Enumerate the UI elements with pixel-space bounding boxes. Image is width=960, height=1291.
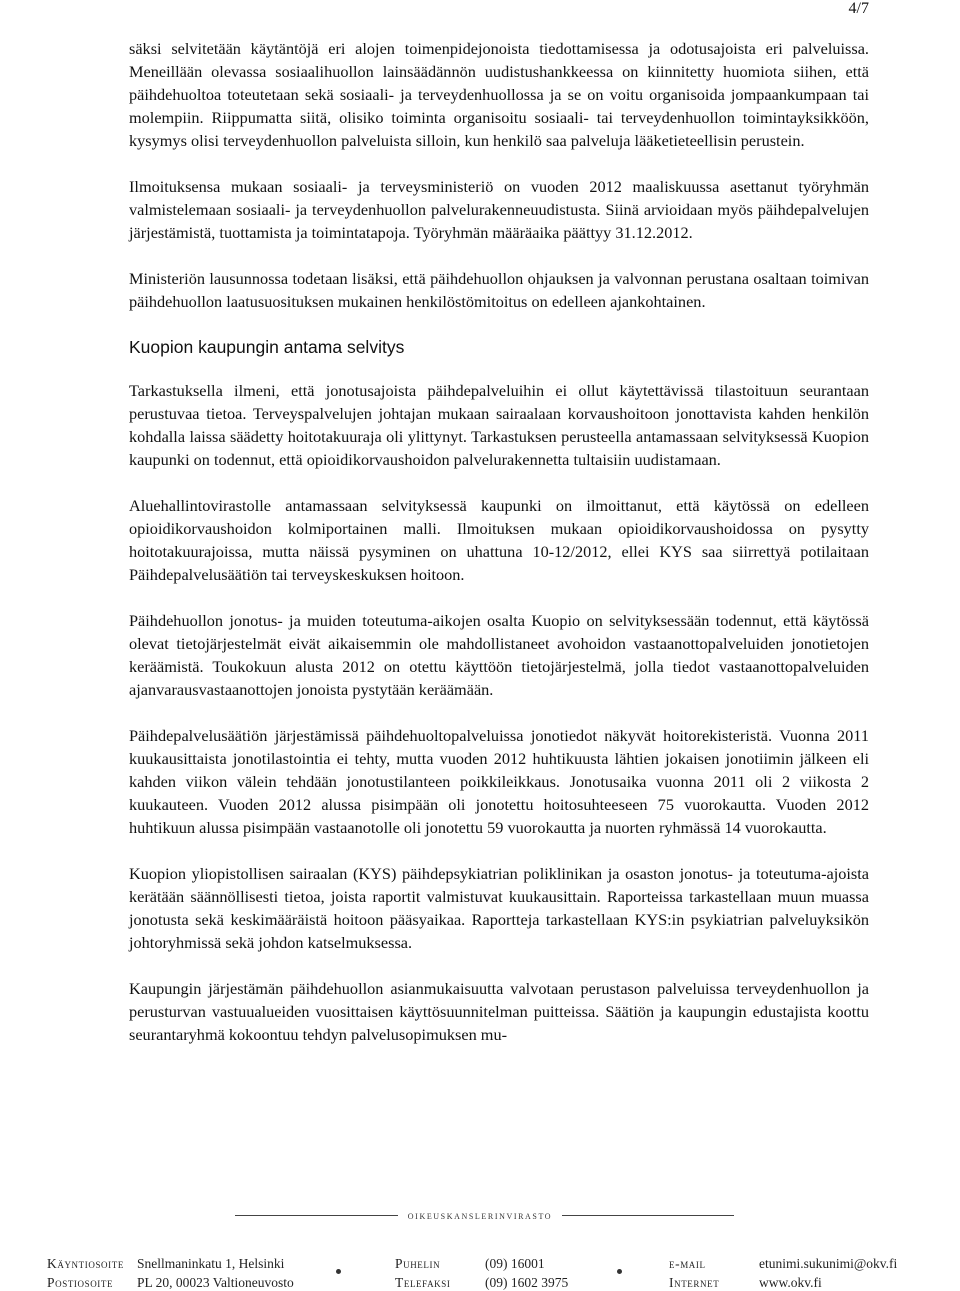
- email-link[interactable]: etunimi.sukunimi@okv.fi: [759, 1256, 898, 1271]
- paragraph: Päihdehuollon jonotus- ja muiden toteutuma-aikojen osalta Kuopio on selvityksessään todennut, että käytössä olevat tietojärjestelmät eivät aikaisemmin ole mahdollistaneet avohoidon vastaanottopalveluiden jonotietojen keräämistä. Toukokuun alusta 2012 on otettu käyttöön tietojärjestelmä, jolla tiedot vastaanottopalveluiden ajanvarausvastaanottojen jonoista pystytään keräämään.: [129, 611, 869, 699]
- footer-separator-dot: [617, 1269, 622, 1274]
- visiting-address-label: Käyntiosoite: [47, 1256, 124, 1271]
- paragraph: säksi selvitetään käytäntöjä eri alojen toimenpidejonoista tiedottamisessa ja odotusajoista eri palveluissa. Meneillään olevassa sosiaalihuollon lainsäädännön uudistushankkeessa on kiinnitetty huomiota siihen, että päihdehuoltoa toteutetaan sekä sosiaali- ja terveydenhuollossa ja se on voitu organisoida jompaankumpaan tai molempiin. Riippumatta siitä, olisiko toiminta organisoitu sosiaali- tai terveydenhuollon toimintayksikköön, kysymys olisi terveydenhuollon palveluista silloin, kun henkilö saa palveluja lääketieteellisin perustein.: [129, 39, 869, 150]
- phone-label: Puhelin: [395, 1256, 441, 1271]
- paragraph: Ministeriön lausunnossa todetaan lisäksi, että päihdehuollon ohjauksen ja valvonnan perustana osaltaan toimivan päihdehuollon laatusuosituksen mukainen henkilöstömitoitus on edelleen ajankohtainen.: [129, 269, 869, 311]
- paragraph: Ilmoituksensa mukaan sosiaali- ja terveysministeriö on vuoden 2012 maaliskuussa asettanut työryhmän valmistelemaan sosiaali- ja terveydenhuollon palvelurakenneuudistusta. Siinä arvioidaan myös päihdepalvelujen järjestämistä, tuottamista ja toimintatapoja. Työryhmän määräaika päättyy 31.12.2012.: [129, 177, 869, 242]
- paragraph: Kuopion yliopistollisen sairaalan (KYS) päihdepsykiatrian poliklinikan ja osaston jonotus- ja toteutuma-ajoista kerätään säännöllisesti tietoa, joista raportit valmistuvat kuukausittain. Raporteissa tarkastellaan muun muassa jonotusta sekä keskimääräistä hoitoon pääsyaikaa. Raportteja tarkastellaan KYS:in psykiatrian palveluyksikön johtoryhmissä sekä johdon katselmuksessa.: [129, 864, 869, 952]
- paragraph: Tarkastuksella ilmeni, että jonotusajoista päihdepalveluihin ei ollut käytettävissä tilastoituun seurantaan perustuvaa tietoa. Terveyspalvelujen johtajan mukaan sairaalaan korvaushoitoon jonottavista kahden henkilön kohdalla laissa säädetty hoitotakuuraja oli ylittynyt. Tarkastuksen perusteella antamassaan selvityksessä Kuopion kaupunki on todennut, että opioidikorvaushoidon palvelurakennetta tultaisiin uudistamaan.: [129, 381, 869, 469]
- website-link[interactable]: www.okv.fi: [759, 1275, 822, 1290]
- fax-value: (09) 1602 3975: [485, 1275, 569, 1290]
- phone-value: (09) 16001: [485, 1256, 545, 1271]
- footer-divider: [562, 1215, 734, 1216]
- internet-label: Internet: [669, 1275, 720, 1290]
- footer-separator-dot: [336, 1269, 341, 1274]
- page-number: 4/7: [848, 0, 869, 17]
- visiting-address-value: Snellmaninkatu 1, Helsinki: [137, 1256, 285, 1271]
- document-body: [129, 37, 869, 1069]
- postal-address-value: PL 20, 00023 Valtioneuvosto: [137, 1275, 294, 1290]
- page-footer: [0, 1205, 960, 1291]
- fax-label: Telefaksi: [395, 1275, 451, 1290]
- postal-address-label: Postiosoite: [47, 1275, 114, 1290]
- paragraph: Aluehallintovirastolle antamassaan selvityksessä kaupunki on ilmoittanut, että käytössä on edelleen opioidikorvaushoidon kolmiportainen malli. Ilmoituksen mukaan opioidikorvaushoidossa on pysytty hoitotakuurajoissa, mutta näissä pysyminen on uhattuna 10-12/2012, ellei KYS saa siirrettyä potilaitaan Päihdepalvelusäätiön tai terveyskeskuksen hoitoon.: [129, 496, 869, 584]
- footer-divider: [235, 1215, 398, 1216]
- section-heading: Kuopion kaupungin antama selvitys: [129, 337, 405, 357]
- footer-organization: oikeuskanslerinvirasto: [407, 1208, 553, 1222]
- email-label: e-mail: [669, 1256, 706, 1271]
- paragraph: Päihdepalvelusäätiön järjestämissä päihdehuoltopalveluissa jonotiedot näkyvät hoitorekisteristä. Vuonna 2011 kuukausittaista jonotilastointia ei tehty, mutta vuoden 2012 huhtikuusta lähtien jokaisen jonotiimin jälkeen eli kahden viikon välein tehdään jonotustilanteen poikkileikkaus. Jonotusaika vuonna 2011 oli 2 viikosta 2 kuukauteen. Vuoden 2012 alussa pisimpään oli jonotettu hoitosuhteeseen 75 vuorokautta. Vuoden 2012 huhtikuun alussa pisimpään vastaanotolle oli jonotettu 59 vuorokautta ja nuorten ryhmässä 14 vuorokautta.: [129, 726, 869, 837]
- paragraph: Kaupungin järjestämän päihdehuollon asianmukaisuutta valvotaan perustason palveluissa terveydenhuollon ja perusturvan vastuualueiden vuosittaisen käyttösuunnitelman puitteissa. Säätiön ja kaupungin edustajista koottu seurantaryhmä kokoontuu tehdyn palvelusopimuksen mu-: [129, 979, 869, 1044]
